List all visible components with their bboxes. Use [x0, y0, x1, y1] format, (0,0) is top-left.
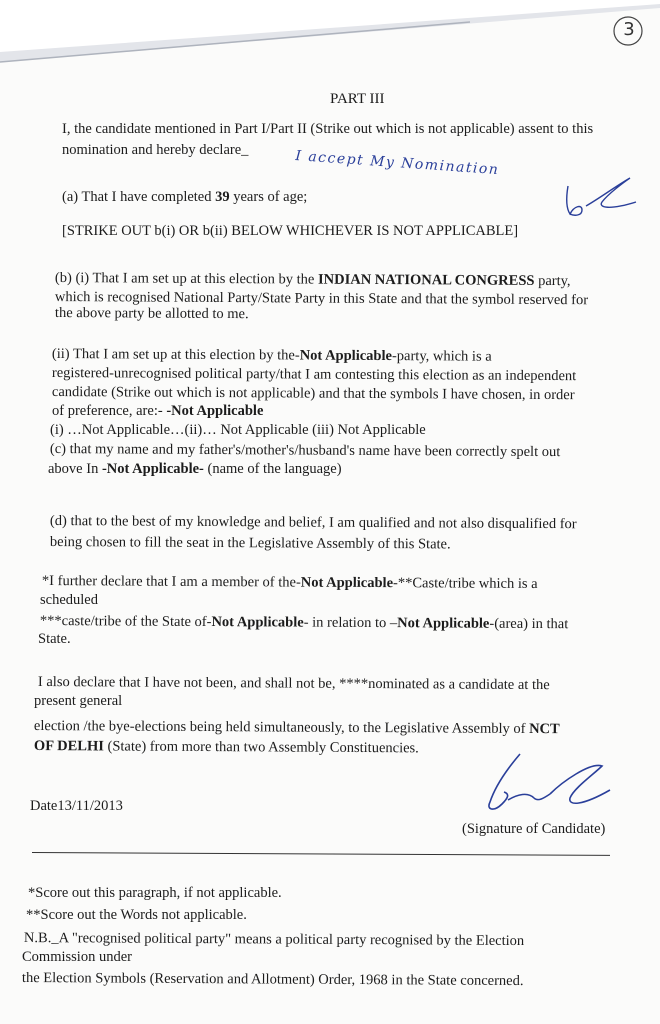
- para-also-line-3: election /the bye-elections being held simultaneously, to the Legislative Assembly of NCT: [33, 718, 560, 738]
- date-line: [30, 797, 123, 815]
- para-b2-line-1: (ii) That I am set up at this election by the-Not Applicable-party, which is a: [51, 345, 492, 365]
- para-c-line-1: (c) that my name and my father's/mother's/husband's name have been correctly spelt out: [49, 440, 561, 461]
- date-label: Date: [30, 798, 58, 814]
- footnote-3-line-2: Commission under: [22, 949, 132, 965]
- para-b1-line-2: which is recognised National Party/State Party in this State and that the symbol reserved for: [54, 288, 589, 309]
- footnote-3-line-3: the Election Symbols (Reservation and Allotment) Order, 1968 in the State concerned.: [21, 970, 524, 990]
- handwritten-acceptance: I accept My Nomination: [294, 148, 500, 179]
- para-b2-line-3: candidate (Strike out which is not applicable) and that the symbols I have chosen, in order: [51, 383, 575, 404]
- footnote-divider: [32, 852, 610, 856]
- initials-signature: [560, 168, 640, 224]
- para-b1-line-3: the above party be allotted to me.: [54, 304, 249, 323]
- para-b2-line-4: of preference, are:- -Not Applicable: [52, 403, 264, 419]
- para-d-line-2: being chosen to fill the seat in the Legislative Assembly of this State.: [49, 534, 451, 553]
- para-b2-line-2: registered-unrecognised political party/that I am contesting this election as an independent: [51, 364, 577, 385]
- footnote-1: *Score out this paragraph, if not applicable.: [28, 885, 282, 901]
- para-a: (a) That I have completed 39 years of age;: [62, 189, 308, 205]
- intro-line-1: I, the candidate mentioned in Part I/Part II (Strike out which is not applicable) assent to this: [62, 121, 594, 137]
- para-caste-line-2: scheduled: [40, 592, 98, 608]
- para-caste-line-4: State.: [38, 631, 71, 647]
- signature-caption: (Signature of Candidate): [462, 821, 606, 837]
- para-b1-line-1: (b) (i) That I am set up at this election by the INDIAN NATIONAL CONGRESS party,: [54, 269, 571, 290]
- para-caste-line-3: ***caste/tribe of the State of-Not Applicable- in relation to –Not Applicable-(area) in that: [39, 613, 569, 633]
- party-name: INDIAN NATIONAL CONGRESS: [317, 271, 535, 289]
- footnote-3-line-1: N.B._A "recognised political party" means a political party recognised by the Election: [23, 930, 525, 950]
- para-also-line-4: OF DELHI (State) from more than two Assembly Constituencies.: [33, 738, 419, 757]
- page-title: PART III: [330, 91, 385, 107]
- date-value: 13/11/2013: [57, 798, 123, 814]
- para-also-line-1: I also declare that I have not been, and shall not be, ****nominated as a candidate at the: [37, 674, 550, 694]
- footnote-2: **Score out the Words not applicable.: [26, 907, 247, 923]
- para-caste-line-1: *I further declare that I am a member of the-Not Applicable-**Caste/tribe which is a: [41, 573, 538, 593]
- para-also-line-2: present general: [34, 693, 123, 709]
- strike-out-heading: [STRIKE OUT b(i) OR b(ii) BELOW WHICHEVER IS NOT APPLICABLE]: [62, 223, 519, 239]
- intro-line-2: nomination and hereby declare_: [62, 142, 249, 158]
- candidate-signature: [478, 748, 618, 820]
- page-number: 3: [623, 19, 635, 40]
- candidate-age: 39: [215, 189, 230, 205]
- para-d-line-1: (d) that to the best of my knowledge and belief, I am qualified and not also disqualified for: [49, 513, 577, 533]
- page-fold-edge: [0, 0, 660, 70]
- para-c-line-2: above In -Not Applicable- (name of the language): [48, 461, 342, 477]
- para-b2-line-5: (i) …Not Applicable…(ii)… Not Applicable (iii) Not Applicable: [50, 422, 426, 438]
